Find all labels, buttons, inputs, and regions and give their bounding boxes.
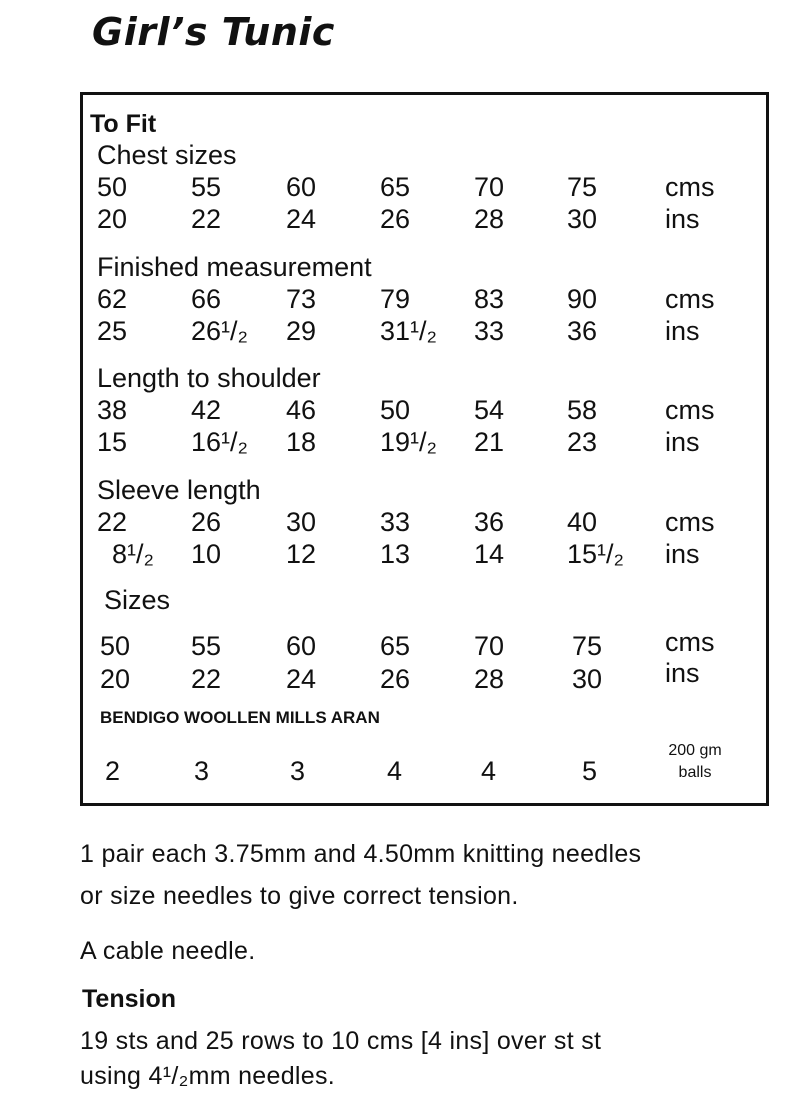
unit-label: ins: [665, 316, 700, 346]
ball-count: 4: [481, 756, 497, 786]
tension-heading: Tension: [82, 985, 176, 1013]
cell: 10: [191, 539, 222, 569]
unit-label: cms: [665, 627, 715, 657]
section-label-length: Length to shoulder: [97, 363, 321, 393]
needles-line-2: or size needles to give correct tension.: [80, 882, 519, 910]
cell: 50: [380, 395, 411, 425]
cell: 46: [286, 395, 317, 425]
cell: 15: [97, 427, 128, 457]
cell: 62: [97, 284, 128, 314]
cell: 66: [191, 284, 222, 314]
cell: 13: [380, 539, 411, 569]
finished-ins-row: [0, 315, 794, 347]
finished-cms-row: [0, 283, 794, 315]
yarn-brand: BENDIGO WOOLLEN MILLS ARAN: [100, 708, 380, 727]
length-cms-row: [0, 394, 794, 426]
balls-unit: [655, 740, 735, 784]
cell: 31¹/₂: [380, 316, 438, 346]
page-title: Girl’s Tunic: [92, 10, 335, 54]
sizes-ins-row: [0, 658, 794, 695]
cell: 26: [191, 507, 222, 537]
cell: 73: [286, 284, 317, 314]
cell: 70: [474, 172, 505, 202]
cell: 26: [380, 664, 411, 694]
ball-count: 4: [387, 756, 403, 786]
cell: 36: [567, 316, 598, 346]
cell: 14: [474, 539, 505, 569]
cell: 8¹/₂: [112, 539, 154, 569]
section-label-chest: Chest sizes: [97, 140, 237, 170]
cell: 75: [572, 631, 603, 661]
cell: 15¹/₂: [567, 539, 625, 569]
cell: 19¹/₂: [380, 427, 438, 457]
ball-count: 3: [194, 756, 210, 786]
cell: 29: [286, 316, 317, 346]
unit-label: cms: [665, 172, 715, 202]
cell: 28: [474, 204, 505, 234]
cell: 26: [380, 204, 411, 234]
cell: 16¹/₂: [191, 427, 249, 457]
unit-label: ins: [665, 427, 700, 457]
cell: 42: [191, 395, 222, 425]
cell: 79: [380, 284, 411, 314]
cell: 24: [286, 664, 317, 694]
chest-ins-row: [0, 203, 794, 235]
balls-unit-weight: 200 gm: [668, 742, 722, 759]
unit-label: ins: [665, 539, 700, 569]
cell: 38: [97, 395, 128, 425]
unit-label: cms: [665, 284, 715, 314]
cell: 33: [380, 507, 411, 537]
tension-line-2: using 4¹/₂mm needles.: [80, 1062, 336, 1090]
cell: 22: [191, 204, 222, 234]
cell: 65: [380, 631, 411, 661]
unit-label: ins: [665, 658, 700, 688]
unit-label: cms: [665, 507, 715, 537]
sleeve-cms-row: [0, 506, 794, 538]
cell: 90: [567, 284, 598, 314]
cell: 12: [286, 539, 317, 569]
cell: 26¹/₂: [191, 316, 249, 346]
cell: 75: [567, 172, 598, 202]
cell: 22: [97, 507, 128, 537]
length-ins-row: [0, 426, 794, 458]
section-label-sizes: Sizes: [104, 585, 171, 615]
cell: 24: [286, 204, 317, 234]
cell: 22: [191, 664, 222, 694]
cell: 40: [567, 507, 598, 537]
sleeve-ins-row: [0, 538, 794, 570]
unit-label: cms: [665, 395, 715, 425]
cell: 36: [474, 507, 505, 537]
ball-count: 5: [582, 756, 598, 786]
cell: 54: [474, 395, 505, 425]
cell: 28: [474, 664, 505, 694]
cell: 55: [191, 631, 222, 661]
cell: 55: [191, 172, 222, 202]
cell: 50: [100, 631, 131, 661]
balls-unit-label: balls: [678, 764, 712, 781]
cell: 18: [286, 427, 317, 457]
cable-needle-line: A cable needle.: [80, 937, 256, 965]
cell: 25: [97, 316, 128, 346]
ball-count: 3: [290, 756, 306, 786]
cell: 60: [286, 172, 317, 202]
section-label-finished: Finished measurement: [97, 252, 372, 282]
cell: 30: [572, 664, 603, 694]
cell: 83: [474, 284, 505, 314]
cell: 30: [286, 507, 317, 537]
cell: 23: [567, 427, 598, 457]
cell: 58: [567, 395, 598, 425]
cell: 50: [97, 172, 128, 202]
cell: 20: [97, 204, 128, 234]
chest-cms-row: [0, 171, 794, 203]
unit-label: ins: [665, 204, 700, 234]
section-label-sleeve: Sleeve length: [97, 475, 261, 505]
cell: 30: [567, 204, 598, 234]
needles-line-1: 1 pair each 3.75mm and 4.50mm knitting needles: [80, 840, 642, 868]
cell: 70: [474, 631, 505, 661]
cell: 65: [380, 172, 411, 202]
cell: 20: [100, 664, 131, 694]
cell: 33: [474, 316, 505, 346]
cell: 21: [474, 427, 505, 457]
cell: 60: [286, 631, 317, 661]
to-fit-heading: To Fit: [90, 110, 157, 138]
ball-count: 2: [105, 756, 121, 786]
tension-line-1: 19 sts and 25 rows to 10 cms [4 ins] over st st: [80, 1027, 602, 1055]
